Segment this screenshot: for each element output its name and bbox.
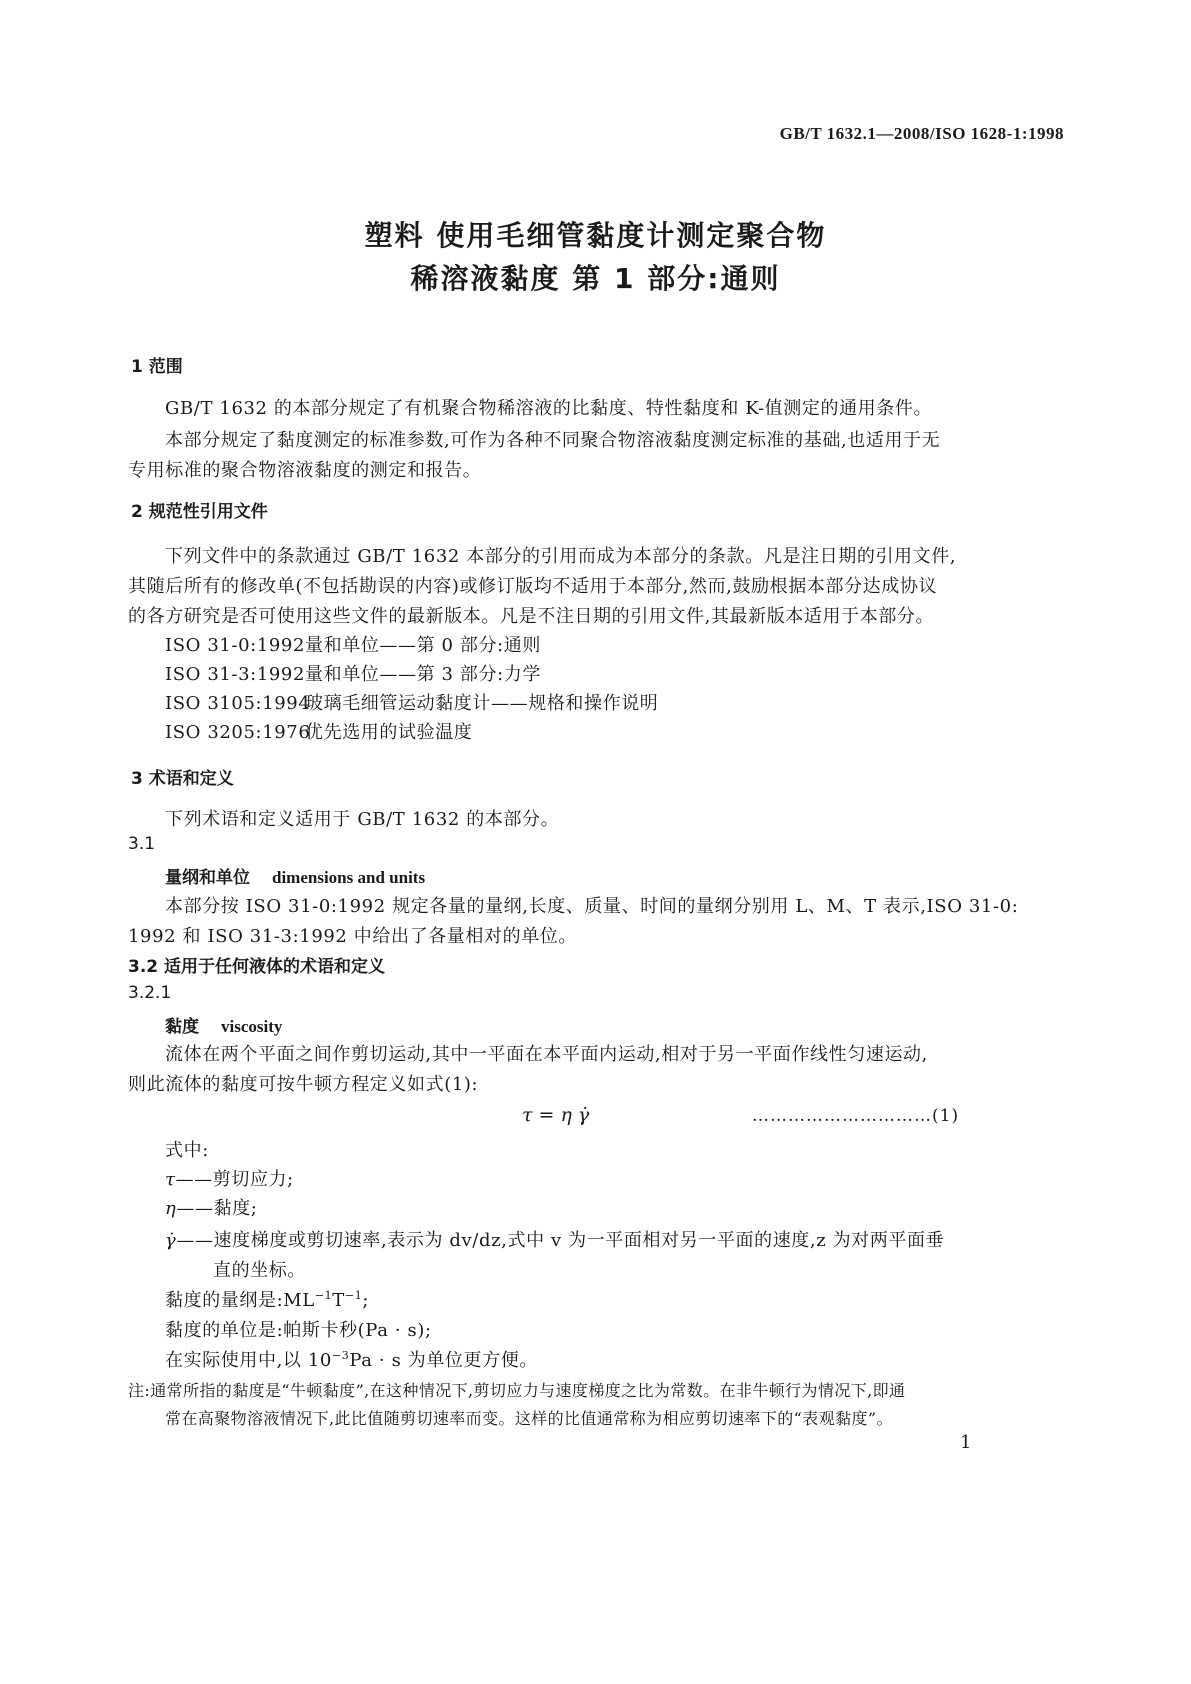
symbol-definition bbox=[165, 1194, 257, 1220]
reference-code: ISO 3105:1994 bbox=[165, 693, 311, 714]
dimension-text: ; bbox=[362, 1290, 369, 1311]
exponent: −1 bbox=[344, 1289, 363, 1302]
dimension-text: T bbox=[332, 1290, 345, 1311]
practical-unit bbox=[165, 1346, 538, 1372]
viscosity-definition-b: 则此流体的黏度可按牛顿方程定义如式(1): bbox=[128, 1074, 479, 1095]
section-2-paragraph-c: 的各方研究是否可使用这些文件的最新版本。凡是不注日期的引用文件,其最新版本适用于本部分。 bbox=[128, 606, 935, 627]
symbol-meaning: ——黏度; bbox=[176, 1198, 258, 1219]
symbol-definition bbox=[165, 1165, 294, 1191]
symbol: γ̇ bbox=[165, 1230, 177, 1251]
symbol: τ bbox=[165, 1169, 176, 1190]
symbol-definition-continued: 直的坐标。 bbox=[213, 1260, 306, 1281]
symbol-definition bbox=[165, 1226, 944, 1252]
standard-code-header: GB/T 1632.1—2008/ISO 1628-1:1998 bbox=[779, 124, 1064, 143]
section-2-paragraph-a: 下列文件中的条款通过 GB/T 1632 本部分的引用而成为本部分的条款。凡是注日期的引用文件, bbox=[165, 546, 957, 567]
symbol-meaning: ——剪切应力; bbox=[175, 1169, 294, 1190]
reference-title: 玻璃毛细管运动黏度计——规格和操作说明 bbox=[305, 693, 659, 714]
reference-code: ISO 3205:1976 bbox=[165, 722, 311, 743]
page-number: 1 bbox=[960, 1432, 973, 1453]
dimension-text: 黏度的量纲是:ML bbox=[165, 1290, 315, 1311]
section-2-paragraph-b: 其随后所有的修改单(不包括勘误的内容)或修订版均不适用于本部分,然而,鼓励根据本部分达成协议 bbox=[128, 576, 938, 597]
section-2-heading: 2 规范性引用文件 bbox=[131, 502, 268, 522]
where-label: 式中: bbox=[165, 1140, 209, 1161]
term-chinese: 量纲和单位 bbox=[165, 868, 250, 888]
reference-title: 量和单位——第 0 部分:通则 bbox=[305, 635, 541, 656]
subsection-3-2-heading: 3.2 适用于任何液体的术语和定义 bbox=[128, 957, 386, 977]
practical-unit-text: 在实际使用中,以 10 bbox=[165, 1350, 332, 1371]
subsection-3-2-1-number: 3.2.1 bbox=[128, 983, 172, 1003]
document-title-line1: 塑料 使用毛细管黏度计测定聚合物 bbox=[364, 219, 827, 252]
section-1-paragraph-2b: 专用标准的聚合物溶液黏度的测定和报告。 bbox=[128, 460, 482, 481]
term-english: dimensions and units bbox=[272, 868, 426, 887]
exponent: −1 bbox=[314, 1289, 333, 1302]
reference-code: ISO 31-3:1992 bbox=[165, 664, 306, 685]
reference-item bbox=[165, 718, 472, 744]
subsection-3-2-1-term bbox=[165, 1012, 282, 1037]
note-line-a: 注:通常所指的黏度是“牛顿黏度”,在这种情况下,剪切应力与速度梯度之比为常数。在非牛顿行为情况下,即通 bbox=[128, 1381, 906, 1400]
newton-equation: τ = η γ̇ bbox=[522, 1104, 590, 1126]
equation-number: …………………………(1) bbox=[752, 1106, 960, 1126]
section-3-heading: 3 术语和定义 bbox=[131, 769, 234, 789]
practical-unit-text: Pa · s 为单位更方便。 bbox=[349, 1350, 538, 1371]
subsection-3-1-paragraph-a: 本部分按 ISO 31-0:1992 规定各量的量纲,长度、质量、时间的量纲分别用 L、M、T 表示,ISO 31-0: bbox=[165, 896, 1019, 917]
subsection-3-1-term bbox=[165, 863, 425, 888]
subsection-3-1-number: 3.1 bbox=[128, 834, 156, 854]
term-english: viscosity bbox=[221, 1017, 283, 1036]
exponent: −3 bbox=[331, 1349, 350, 1362]
viscosity-definition-a: 流体在两个平面之间作剪切运动,其中一平面在本平面内运动,相对于另一平面作线性匀速运动, bbox=[165, 1044, 928, 1065]
note-line-b: 常在高聚物溶液情况下,此比值随剪切速率而变。这样的比值通常称为相应剪切速率下的“表观黏度”。 bbox=[165, 1409, 893, 1428]
reference-item bbox=[165, 660, 541, 686]
viscosity-dimension bbox=[165, 1286, 369, 1312]
term-chinese: 黏度 bbox=[165, 1017, 199, 1037]
document-title-line2: 稀溶液黏度 第 1 部分:通则 bbox=[410, 262, 781, 295]
reference-code: ISO 31-0:1992 bbox=[165, 635, 306, 656]
reference-item bbox=[165, 631, 541, 657]
section-1-paragraph-1: GB/T 1632 的本部分规定了有机聚合物稀溶液的比黏度、特性黏度和 K-值测定的通用条件。 bbox=[165, 398, 933, 419]
subsection-3-1-paragraph-b: 1992 和 ISO 31-3:1992 中给出了各量相对的单位。 bbox=[128, 926, 578, 947]
reference-item bbox=[165, 689, 658, 715]
symbol-meaning: ——速度梯度或剪切速率,表示为 dv/dz,式中 v 为一平面相对另一平面的速度,z 为对两平面垂 bbox=[176, 1230, 945, 1251]
reference-title: 量和单位——第 3 部分:力学 bbox=[305, 664, 541, 685]
section-1-heading: 1 范围 bbox=[131, 357, 183, 377]
symbol: η bbox=[165, 1198, 177, 1219]
viscosity-unit: 黏度的单位是:帕斯卡秒(Pa · s); bbox=[165, 1320, 432, 1341]
reference-title: 优先选用的试验温度 bbox=[305, 722, 473, 743]
section-1-paragraph-2a: 本部分规定了黏度测定的标准参数,可作为各种不同聚合物溶液黏度测定标准的基础,也适用于无 bbox=[165, 430, 941, 451]
section-3-intro: 下列术语和定义适用于 GB/T 1632 的本部分。 bbox=[165, 809, 560, 830]
